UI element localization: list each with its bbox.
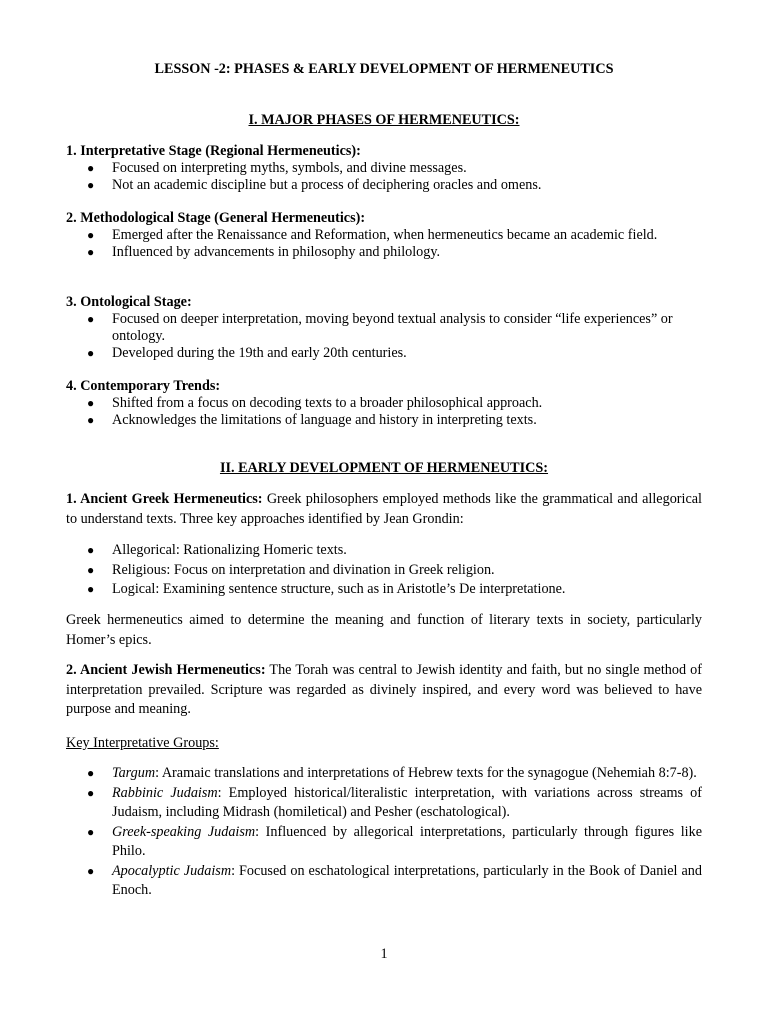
- list-item-text: Religious: Focus on interpretation and divination in Greek religion.: [112, 561, 495, 578]
- list-item: [66, 311, 702, 345]
- phase-heading: 4. Contemporary Trends:: [66, 378, 221, 394]
- list-item: [66, 227, 702, 244]
- greek-hermeneutics-text: Greek philosophers employed methods like the grammatical and allegorical to understand texts. Three key approaches identified by Jean Grondin:: [66, 491, 702, 527]
- phase-bullet-list: [66, 395, 702, 429]
- bullet-icon: ●: [87, 228, 95, 242]
- list-item: [66, 823, 702, 862]
- phase-bullet-list: [66, 227, 702, 261]
- document-page: [66, 0, 702, 1024]
- phase-bullet-list: [66, 311, 702, 362]
- section-1-heading: I. MAJOR PHASES OF HERMENEUTICS:: [248, 112, 520, 128]
- list-item: [66, 580, 702, 600]
- bullet-icon: ●: [87, 582, 95, 596]
- bullet-icon: ●: [87, 396, 95, 410]
- list-item-text: Allegorical: Rationalizing Homeric texts.: [112, 542, 347, 558]
- jewish-hermeneutics-paragraph: [66, 661, 702, 720]
- document-title: LESSON -2: PHASES & EARLY DEVELOPMENT OF HERMENEUTICS: [154, 61, 614, 77]
- list-item: [66, 244, 702, 261]
- phase-heading: 2. Methodological Stage (General Hermeneutics):: [66, 210, 366, 226]
- bullet-icon: ●: [87, 346, 95, 360]
- phase-block: [66, 210, 702, 261]
- list-item: [66, 412, 702, 429]
- list-item-text: Logical: Examining sentence structure, such as in Aristotle’s De interpretatione.: [112, 581, 566, 597]
- list-item: [66, 561, 702, 581]
- list-item: [66, 541, 702, 561]
- group-description: : Employed historical/literalistic interpretation, with variations across streams of Judaism, including Midrash (homiletical) and Pesher (eschatological).: [112, 784, 702, 820]
- group-term: Apocalyptic Judaism: [112, 862, 232, 879]
- list-item-text: Not an academic discipline but a process of deciphering oracles and omens.: [112, 177, 542, 193]
- list-item: [66, 160, 702, 177]
- bullet-icon: ●: [87, 413, 95, 427]
- group-term: Targum: [112, 765, 156, 781]
- phase-heading: 3. Ontological Stage:: [66, 294, 192, 310]
- phase-block: [66, 294, 702, 362]
- list-item-text: Shifted from a focus on decoding texts to a broader philosophical approach.: [112, 395, 543, 411]
- list-item-text: Influenced by advancements in philosophy and philology.: [112, 244, 441, 260]
- group-description: : Influenced by allegorical interpretations, particularly through figures like Philo.: [112, 823, 702, 859]
- phase-block: [66, 378, 702, 429]
- greek-approaches-list: [66, 541, 702, 600]
- list-item: [66, 177, 702, 194]
- greek-hermeneutics-paragraph: [66, 490, 702, 529]
- list-item-text: Focused on interpreting myths, symbols, and divine messages.: [112, 160, 467, 176]
- section-2-heading: II. EARLY DEVELOPMENT OF HERMENEUTICS:: [219, 460, 549, 476]
- bullet-icon: ●: [87, 824, 95, 839]
- bullet-icon: ●: [87, 312, 95, 326]
- group-term: Greek-speaking Judaism: [112, 823, 256, 840]
- interpretative-groups-list: [66, 764, 702, 901]
- bullet-icon: ●: [87, 766, 95, 780]
- list-item: [66, 784, 702, 823]
- list-item: [66, 345, 702, 362]
- bullet-icon: ●: [87, 562, 95, 577]
- phase-block: [66, 143, 702, 194]
- bullet-icon: ●: [87, 863, 95, 878]
- jewish-hermeneutics-lead: 2. Ancient Jewish Hermeneutics:: [66, 662, 266, 678]
- bullet-icon: ●: [87, 161, 95, 175]
- bullet-icon: ●: [87, 178, 95, 192]
- list-item: [66, 395, 702, 412]
- list-item: [66, 764, 702, 784]
- bullet-icon: ●: [87, 785, 95, 800]
- page-number: 1: [380, 946, 388, 962]
- group-description: : Focused on eschatological interpretations, particularly in the Book of Daniel and Enoch.: [112, 862, 702, 898]
- bullet-icon: ●: [87, 245, 95, 259]
- list-item-text: Emerged after the Renaissance and Reformation, when hermeneutics became an academic field.: [112, 227, 658, 243]
- phase-heading: 1. Interpretative Stage (Regional Hermeneutics):: [66, 143, 361, 159]
- list-item-text: Developed during the 19th and early 20th centuries.: [112, 345, 407, 361]
- group-description: : Aramaic translations and interpretations of Hebrew texts for the synagogue (Nehemiah 8:7-8).: [155, 765, 697, 781]
- list-item-text: Focused on deeper interpretation, moving beyond textual analysis to consider “life experiences” or ontology.: [112, 311, 673, 344]
- bullet-icon: ●: [87, 543, 95, 557]
- list-item: [66, 862, 702, 901]
- greek-hermeneutics-lead: 1. Ancient Greek Hermeneutics:: [66, 491, 263, 507]
- greek-closing-paragraph: Greek hermeneutics aimed to determine the meaning and function of literary texts in society, particularly Homer’s epics.: [66, 612, 702, 648]
- phase-bullet-list: [66, 160, 702, 194]
- group-term: Rabbinic Judaism: [112, 784, 218, 801]
- key-groups-heading: Key Interpretative Groups:: [66, 735, 219, 751]
- jewish-hermeneutics-text: The Torah was central to Jewish identity and faith, but no single method of interpretation prevailed. Scripture was regarded as divinely inspired, and every word was believed to have purpose and meaning.: [66, 662, 702, 717]
- list-item-text: Acknowledges the limitations of language and history in interpreting texts.: [112, 412, 537, 428]
